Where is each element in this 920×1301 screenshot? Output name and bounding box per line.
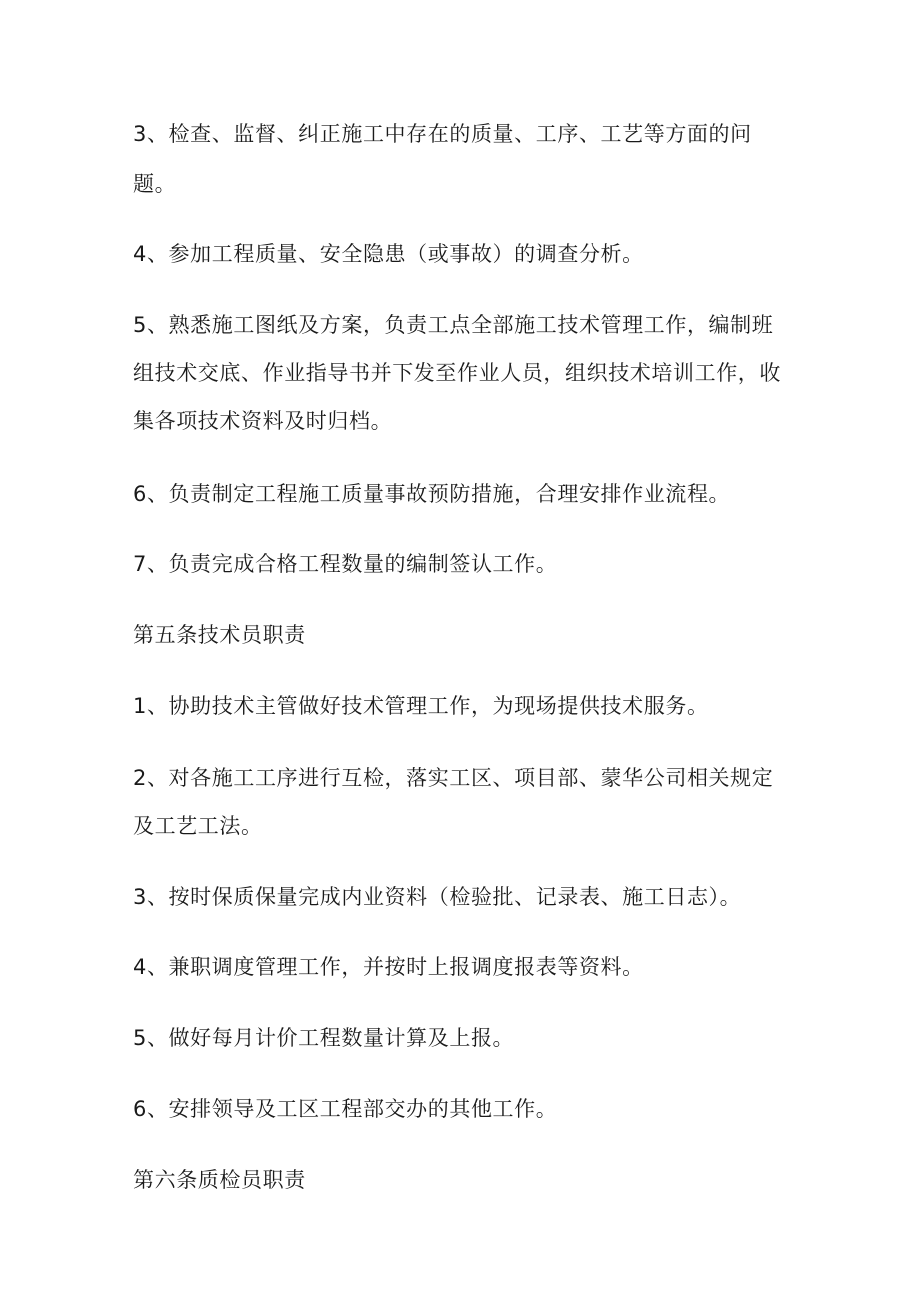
list-item-line: 及工艺工法。: [133, 814, 263, 838]
list-item-line: 题。: [133, 172, 177, 196]
list-item-line: 7、负责完成合格工程数量的编制签认工作。: [133, 552, 558, 576]
list-item-line: 3、检查、监督、纠正施工中存在的质量、工序、工艺等方面的问: [133, 122, 752, 146]
list-item-line: 1、协助技术主管做好技术管理工作，为现场提供技术服务。: [133, 694, 709, 718]
list-item-line: 集各项技术资料及时归档。: [133, 409, 393, 433]
list-item-line: 4、参加工程质量、安全隐患（或事故）的调查分析。: [133, 242, 644, 266]
section-heading: 第五条技术员职责: [133, 623, 306, 647]
list-item-line: 5、熟悉施工图纸及方案，负责工点全部施工技术管理工作，编制班: [133, 313, 774, 337]
list-item-line: 3、按时保质保量完成内业资料（检验批、记录表、施工日志）。: [133, 885, 742, 909]
section-heading: 第六条质检员职责: [133, 1168, 306, 1192]
list-item-line: 5、做好每月计价工程数量计算及上报。: [133, 1026, 515, 1050]
list-item-line: 2、对各施工工序进行互检，落实工区、项目部、蒙华公司相关规定: [133, 766, 774, 790]
list-item-line: 4、兼职调度管理工作，并按时上报调度报表等资料。: [133, 955, 644, 979]
list-item-line: 6、负责制定工程施工质量事故预防措施，合理安排作业流程。: [133, 482, 731, 506]
list-item-line: 组技术交底、作业指导书并下发至作业人员，组织技术培训工作，收: [133, 361, 781, 385]
list-item-line: 6、安排领导及工区工程部交办的其他工作。: [133, 1097, 558, 1121]
